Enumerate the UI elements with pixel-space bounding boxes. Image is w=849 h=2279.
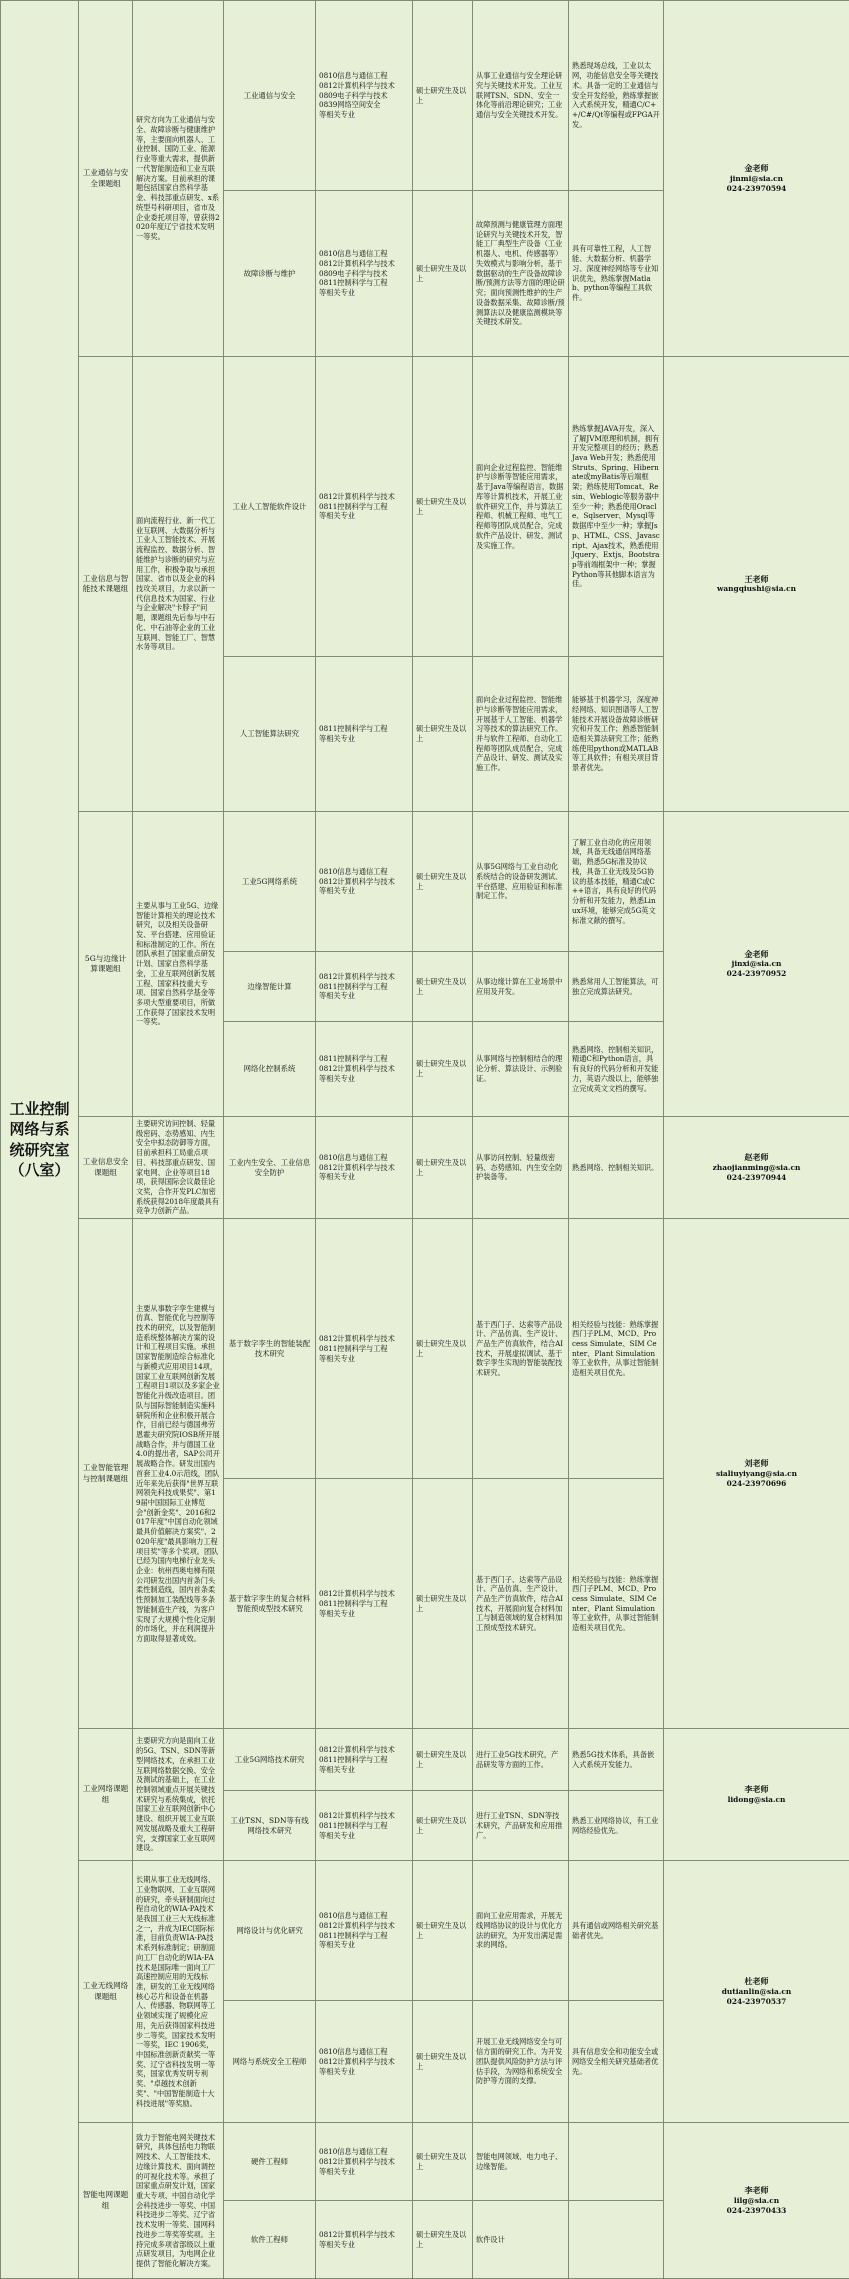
major-item: 等相关专业 — [319, 110, 409, 120]
position-degree: 硕士研究生及以上 — [413, 1729, 473, 1791]
major-item: 0811控制科学与工程 — [319, 1931, 409, 1941]
major-item: 0812计算机科学与技术 — [319, 1064, 409, 1074]
major-item: 0812计算机科学与技术 — [319, 1163, 409, 1173]
major-item: 0811控制科学与工程 — [319, 1054, 409, 1064]
major-item: 0811控制科学与工程 — [319, 1344, 409, 1354]
contact-phone: 024-23970952 — [667, 969, 846, 979]
major-item: 0812计算机科学与技术 — [319, 1745, 409, 1755]
contact-email[interactable]: jinmi@sia.cn — [667, 174, 846, 184]
position-skills: 熟悉现场总线，工业以太网，功能信息安全等关键技术。具备一定的工业通信与安全开发经验，熟练掌握嵌入式系统开发，精通C/C++/C#/Qt等编程或FPGA开发。 — [569, 1, 664, 191]
position-degree: 硕士研究生及以上 — [413, 1479, 473, 1729]
position-majors — [316, 1117, 413, 1219]
major-item: 等相关专业 — [319, 2067, 409, 2077]
major-item: 0811控制科学与工程 — [319, 1821, 409, 1831]
group-name: 工业智能管理与控制课题组 — [79, 1219, 133, 1729]
position-skills: 熟悉5G技术体系，具备嵌入式系统开发能力。 — [569, 1729, 664, 1791]
contact-email[interactable]: lidong@sia.cn — [667, 1795, 846, 1805]
group-description: 长期从事工业无线网络、工业物联网、工业互联网的研究，牵头研制面向过程自动化的WIA-PA技术是我国工业三大无线标准之一，并成为IEC国际标准，目前负责WIA-PA技术系列标准制定；研制面向工厂自动化的WIA-FA技术是国际唯一面向工厂高速控制应用的无线标准，研发的工业无线网络核心芯片和设备在机器人、传感器、物联网等工业领域实现了规模化应用，先后获得国家科技进步二等奖，国家技术发明一等奖，IEC 1906奖，中国标准创新贡献奖一等奖、辽宁省科技发明一等奖，国家优秀发明专利奖、"卓越技术创新奖"、"中国智能制造十大科技进展"等奖励。 — [133, 1861, 224, 2123]
position-skills — [569, 2123, 664, 2201]
major-item: 0811控制科学与工程 — [319, 1755, 409, 1765]
group-name: 工业信息安全课题组 — [79, 1117, 133, 1219]
position-majors — [316, 952, 413, 1022]
department-title: 工业控制网络与系统研究室（八室） — [1, 1, 79, 2279]
major-item: 0812计算机科学与技术 — [319, 2230, 409, 2240]
position-majors — [316, 1791, 413, 1861]
major-item: 等相关专业 — [319, 2240, 409, 2250]
position-requirements: 进行工业TSN、SDN等技术研究，产品研发和应用推广。 — [473, 1791, 569, 1861]
position-degree: 硕士研究生及以上 — [413, 191, 473, 357]
position-title: 边缘智能计算 — [224, 952, 316, 1022]
position-row — [1, 812, 849, 952]
group-name: 5G与边缘计算课题组 — [79, 812, 133, 1117]
contact-phone: 024-23970537 — [667, 1997, 846, 2007]
major-item: 0811控制科学与工程 — [319, 724, 409, 734]
position-majors — [316, 1479, 413, 1729]
position-requirements: 从事访问控制、轻量级密码、态势感知、内生安全防护装备等。 — [473, 1117, 569, 1219]
major-item: 等相关专业 — [319, 1609, 409, 1619]
position-skills: 熟悉网络、控制相关知识，精通C和Python语言，具有良好的代码分析和开发能力，英语六级以上，能够独立完成英文文档的撰写。 — [569, 1022, 664, 1117]
position-requirements: 智能电网领域、电力电子、边缘智能。 — [473, 2123, 569, 2201]
group-contact — [664, 1, 849, 357]
position-majors — [316, 1, 413, 191]
position-skills — [569, 2201, 664, 2279]
position-requirements: 面向企业过程监控、智能维护与诊断等智能应用需求，开展基于人工智能、机器学习等技术的算法研究工作。并与软件工程师、自动化工程师等团队成员配合，完成产品设计、研发、测试及实施工作。 — [473, 657, 569, 812]
position-majors — [316, 657, 413, 812]
major-item: 等相关专业 — [319, 1831, 409, 1841]
position-skills: 熟悉工业网络协议，有工业网络经验优先。 — [569, 1791, 664, 1861]
contact-name: 金老师 — [667, 949, 846, 960]
position-title: 人工智能算法研究 — [224, 657, 316, 812]
position-title: 网络化控制系统 — [224, 1022, 316, 1117]
position-degree: 硕士研究生及以上 — [413, 1219, 473, 1479]
major-item: 等相关专业 — [319, 288, 409, 298]
group-contact — [664, 1219, 849, 1729]
position-skills: 具有通信或网络相关研究基础者优先。 — [569, 1861, 664, 2001]
contact-email[interactable]: sialiuyiyang@sia.cn — [667, 1469, 846, 1479]
position-title: 网络设计与优化研究 — [224, 1861, 316, 2001]
contact-name: 李老师 — [667, 1784, 846, 1795]
group-description: 主要从事与工业5G、边缘智能计算相关的理论技术研究，以及相关设备研发、平台搭建、应用验证和标准制定的工作。所在团队承担了国家重点研发计划、国家自然科学基金，工业互联网创新发展工程、国家科技重大专项、国家自然科学基金等多项大型重要项目，所做工作获得了国家技术发明一等奖。 — [133, 812, 224, 1117]
position-skills: 相关经验与技能：熟练掌握西门子PLM、MCD、Process Simulate、SIM Center、Plant Simulation等工业软件，从事过智能制造相关项目优先。 — [569, 1479, 664, 1729]
contact-name: 刘老师 — [667, 1458, 846, 1469]
major-item: 等相关专业 — [319, 2167, 409, 2177]
position-degree: 硕士研究生及以上 — [413, 2201, 473, 2279]
major-item: 等相关专业 — [319, 734, 409, 744]
position-title: 故障诊断与维护 — [224, 191, 316, 357]
group-name: 工业通信与安全课题组 — [79, 1, 133, 357]
contact-name: 王老师 — [667, 574, 846, 585]
position-requirements: 软件设计 — [473, 2201, 569, 2279]
group-description: 主要从事数字孪生建模与仿真、智能优化与控制等技术的研究，以及智能制造系统整体解决方案的设计和工程项目实施。承担国家智能制造综合标准化与新模式应用项目14项，国家工业互联网创新发展工程项目1项以及多家企业智能化升级改造项目。团队与国际智能制造实施科研院所和企业积极开展合作，目前已经与德国弗劳恩霍夫研究院IOSB所开展战略合作，并与德国工业4.0的提出者，SAP公司开展战略合作。研发出国内首套工业4.0示范线，团队近年来先后获得"世界互联网领先科技成果奖"、第19届中国国际工业博览会"创新金奖"、2016和2017年度"中国自动化领域最具价值解决方案奖"、2020年度"最具影响力工程项目奖"等多个奖项。团队已经为国内电梯行业龙头企业：杭州西奥电梯有限公司研发出国内首条门头柔性制造线，国内首条柔性预制加工装配线等多条智能制造生产线，为客户实现了大规模个性化定制的市场化，并在利润提升方面取得显著成效。 — [133, 1219, 224, 1729]
major-item: 0811控制科学与工程 — [319, 502, 409, 512]
position-majors — [316, 2123, 413, 2201]
major-item: 0812计算机科学与技术 — [319, 1811, 409, 1821]
position-row — [1, 1219, 849, 1479]
position-title: 工业人工智能软件设计 — [224, 357, 316, 657]
position-degree: 硕士研究生及以上 — [413, 1117, 473, 1219]
contact-email[interactable]: jinxi@sia.cn — [667, 959, 846, 969]
major-item: 0810信息与通信工程 — [319, 71, 409, 81]
position-requirements: 从事工业通信与安全理论研究与关键技术开发。工业互联网TSN、SDN、安全一体化等前沿理论研究；工业通信与安全关键技术开发。 — [473, 1, 569, 191]
group-description: 面向流程行业、新一代工业互联网、大数据分析与工业人工智能技术、开展流程监控、数据分析、智能维护与诊断的研究与应用工作，积极争取与承担国家、省市以及企业的科技攻关项目，力求以新一代信息技术为国家、行业与企业解决"卡脖子"问题，课题组先后参与中石化、中石油等企业的工业互联网、智能工厂、智慧水务等项目。 — [133, 357, 224, 812]
position-skills: 熟悉网络、控制相关知识。 — [569, 1117, 664, 1219]
position-degree: 硕士研究生及以上 — [413, 2001, 473, 2123]
position-requirements: 进行工业5G技术研究，产品研发等方面的工作。 — [473, 1729, 569, 1791]
contact-email[interactable]: dutianlin@sia.cn — [667, 1987, 846, 1997]
position-degree: 硕士研究生及以上 — [413, 952, 473, 1022]
major-item: 0810信息与通信工程 — [319, 1153, 409, 1163]
major-item: 0810信息与通信工程 — [319, 249, 409, 259]
position-row — [1, 357, 849, 657]
group-description: 主要研究访问控制、轻量级密码、态势感知、内生安全中拟态防御等方面，目前承担科工局重点项目、科技部重点研发、国家电网、企业等项目18项，获得国际会议最佳论文奖，合作开发PLC加密系统获得2018年度最具有竞争力创新产品。 — [133, 1117, 224, 1219]
group-description: 研究方向为工业通信与安全、故障诊断与健康维护等，主要面向机器人、工业控制、国防工业、能源行业等重大需求，提供新一代智能制造和工业互联解决方案。目前承担的课题包括国家自然科学基金、科技部重点研发、x系统型号科研项目，省市及企业委托项目等，曾获得2020年度辽宁省技术发明一等奖。 — [133, 1, 224, 357]
group-name: 工业无线网络课题组 — [79, 1861, 133, 2123]
position-requirements: 基于西门子、达索等产品设计、产品仿真、生产设计、产品生产仿真软件，结合AI技术，开展虚拟调试、基于数字孪生实现的智能装配技术研究。 — [473, 1219, 569, 1479]
position-degree: 硕士研究生及以上 — [413, 657, 473, 812]
position-title: 软件工程师 — [224, 2201, 316, 2279]
major-item: 0811控制科学与工程 — [319, 1599, 409, 1609]
position-row — [1, 1861, 849, 2001]
group-contact — [664, 357, 849, 812]
major-item: 0811控制科学与工程 — [319, 278, 409, 288]
major-item: 等相关专业 — [319, 991, 409, 1001]
major-item: 0812计算机科学与技术 — [319, 492, 409, 502]
major-item: 等相关专业 — [319, 1074, 409, 1084]
contact-name: 赵老师 — [667, 1152, 846, 1163]
major-item: 0812计算机科学与技术 — [319, 81, 409, 91]
group-name: 工业信息与智能技术课题组 — [79, 357, 133, 812]
position-title: 基于数字孪生的智能装配技术研究 — [224, 1219, 316, 1479]
major-item: 0812计算机科学与技术 — [319, 259, 409, 269]
position-skills: 具有可靠性工程，人工智能、大数据分析、机器学习、深度神经网络等专业知识优先，熟练掌握Matlab、python等编程工具软件。 — [569, 191, 664, 357]
position-degree: 硕士研究生及以上 — [413, 1022, 473, 1117]
position-requirements: 故障预测与健康管理方面理论研究与关键技术开发，智能工厂典型生产设备（工业机器人、电机、传感器等）失效模式与影响分析，基于数据驱动的生产设备故障诊断/预测方法等方面的理论研究；面向预测性维护的生产设备数据采集、故障诊断/预测算法以及健康监测模块等关键技术研发。 — [473, 191, 569, 357]
major-item: 等相关专业 — [319, 1765, 409, 1775]
position-majors — [316, 1219, 413, 1479]
contact-email[interactable]: lilg@sia.cn — [667, 2196, 846, 2206]
contact-phone: 024-23970944 — [667, 1173, 846, 1183]
major-item: 0812计算机科学与技术 — [319, 972, 409, 982]
contact-name: 李老师 — [667, 2185, 846, 2196]
group-contact — [664, 812, 849, 1117]
position-title: 工业内生安全、工业信息安全防护 — [224, 1117, 316, 1219]
position-degree: 硕士研究生及以上 — [413, 812, 473, 952]
position-row — [1, 1, 849, 191]
major-item: 0810信息与通信工程 — [319, 1911, 409, 1921]
position-title: 基于数字孪生的复合材料智能预成型技术研究 — [224, 1479, 316, 1729]
position-majors — [316, 2201, 413, 2279]
position-title: 工业5G网络技术研究 — [224, 1729, 316, 1791]
position-skills: 熟练掌握JAVA开发，深入了解JVM原理和机制，拥有开发完整项目的经历；熟悉Java Web开发；熟悉使用Struts、Spring、Hibernate或myBatis等后端框架；熟练使用Tomcat、Resin、Weblogic等服务器中至少一种；熟悉使用Oracle、Sqlserver、Mysql等数据库中至少一种；掌握Jsp、HTML、CSS、Javascript、Ajax技术，熟悉使用Jquery、Extjs、Bootstrap等前端框架中一种；掌握Python等其他脚本语言为佳。 — [569, 357, 664, 657]
position-requirements: 从事网络与控制相结合的理论分析、算法设计、示例验证。 — [473, 1022, 569, 1117]
group-contact — [664, 1729, 849, 1861]
position-title: 硬件工程师 — [224, 2123, 316, 2201]
contact-name: 杜老师 — [667, 1976, 846, 1987]
position-degree: 硕士研究生及以上 — [413, 1, 473, 191]
position-requirements: 从事边缘计算在工业场景中应用及开发。 — [473, 952, 569, 1022]
position-majors — [316, 812, 413, 952]
position-degree: 硕士研究生及以上 — [413, 357, 473, 657]
group-name: 智能电网课题组 — [79, 2123, 133, 2279]
group-description: 致力于智能电网关键技术研究，具体包括电力物联网技术、人工智能技术、边缘计算技术、面向调控的可视化技术等。承担了国家重点研发计划，国家重大专项、中国自动化学会科技进步一等奖、中国科技进步二等奖、辽宁省技术发明一等奖、国网科技进步二等奖等奖项。主持完成多项省部级以上重点研发项目，为电网企业提供了智能化解决方案。 — [133, 2123, 224, 2279]
major-item: 0809电子科学与技术 — [319, 91, 409, 101]
group-contact — [664, 1861, 849, 2123]
position-skills: 能够基于机器学习，深度神经网络、知识图谱等人工智能技术开展设备故障诊断研究和开发工作；熟悉智能制造相关算法研究工作；能熟练使用python或MATLAB等工具软件；有相关项目背景者优先。 — [569, 657, 664, 812]
position-degree: 硕士研究生及以上 — [413, 2123, 473, 2201]
major-item: 0812计算机科学与技术 — [319, 877, 409, 887]
major-item: 0810信息与通信工程 — [319, 2047, 409, 2057]
position-skills: 相关经验与技能：熟练掌握西门子PLM、MCD、Process Simulate、SIM Center、Plant Simulation等工业软件，从事过智能制造相关项目优先。 — [569, 1219, 664, 1479]
position-row — [1, 2123, 849, 2201]
group-description: 主要研究方向是面向工业的5G、TSN、SDN等新型网络技术，在承担工业互联网络数据交换、安全及测试的基础上，在工业控制领域重点开展关键技术研究与系统集成，依托国家工业互联网创新中心建设、组织开展工业互联网发展战略及重大工程研究，支撑国家工业互联网建设。 — [133, 1729, 224, 1861]
major-item: 0811控制科学与工程 — [319, 982, 409, 992]
position-title: 工业TSN、SDN等有线网络技术研究 — [224, 1791, 316, 1861]
major-item: 等相关专业 — [319, 511, 409, 521]
major-item: 等相关专业 — [319, 886, 409, 896]
position-requirements: 基于西门子、达索等产品设计、产品仿真、生产设计、产品生产仿真软件，结合AI技术，开展面向复合材料加工与制造领域的复合材料加工预成型技术研究。 — [473, 1479, 569, 1729]
position-title: 网络与系统安全工程师 — [224, 2001, 316, 2123]
position-majors — [316, 1022, 413, 1117]
major-item: 0812计算机科学与技术 — [319, 1334, 409, 1344]
group-contact — [664, 1117, 849, 1219]
contact-email[interactable]: wangqiushi@sia.cn — [667, 584, 846, 594]
position-majors — [316, 2001, 413, 2123]
major-item: 0809电子科学与技术 — [319, 269, 409, 279]
position-requirements: 开展工业无线网络安全与可信方面的研究工作。为开发团队提供风险防护方法与评估手段，为网络和系统安全防护等方面的支撑。 — [473, 2001, 569, 2123]
position-requirements: 面向企业过程监控、智能维护与诊断等智能应用需求，基于Java等编程语言，数据库等计算机技术，开展工业软件研究工作，并与算法工程师、机械工程师、电气工程师等团队成员配合，完成软件产品设计、研发、测试及实施工作。 — [473, 357, 569, 657]
major-item: 0812计算机科学与技术 — [319, 2057, 409, 2067]
major-item: 0812计算机科学与技术 — [319, 2157, 409, 2167]
contact-phone: 024-23970696 — [667, 1479, 846, 1489]
major-item: 等相关专业 — [319, 1172, 409, 1182]
position-majors — [316, 191, 413, 357]
major-item: 0810信息与通信工程 — [319, 867, 409, 877]
position-row — [1, 1729, 849, 1791]
position-skills: 熟悉常用人工智能算法，可独立完成算法研究。 — [569, 952, 664, 1022]
position-row — [1, 1117, 849, 1219]
contact-email[interactable]: zhaojianming@sia.cn — [667, 1163, 846, 1173]
contact-phone: 024-23970594 — [667, 184, 846, 194]
major-item: 等相关专业 — [319, 1354, 409, 1364]
group-contact — [664, 2123, 849, 2279]
position-title: 工业通信与安全 — [224, 1, 316, 191]
group-name: 工业网络课题组 — [79, 1729, 133, 1861]
position-majors — [316, 1861, 413, 2001]
position-requirements: 从事5G网络与工业自动化系统结合的设备研发测试、平台搭建、应用验证和标准制定工作。 — [473, 812, 569, 952]
major-item: 0812计算机科学与技术 — [319, 1921, 409, 1931]
contact-phone: 024-23970433 — [667, 2206, 846, 2216]
position-requirements: 面向工业应用需求，开展无线网络协议的设计与优化方法的研究，为开发出满足需求的网络。 — [473, 1861, 569, 2001]
position-majors — [316, 357, 413, 657]
major-item: 0839网络空间安全 — [319, 100, 409, 110]
position-skills: 具有信息安全和功能安全或网络安全相关研究基础者优先。 — [569, 2001, 664, 2123]
major-item: 0812计算机科学与技术 — [319, 1589, 409, 1599]
position-skills: 了解工业自动化的应用领域，具备无线通信网络基础，熟悉5G标准及协议栈，具备工业无线及5G协议的基本技能，精通C或C++语言，具有良好的代码分析和开发能力，熟悉Linux环境，能够完成5G英文标准文献的撰写。 — [569, 812, 664, 952]
position-degree: 硕士研究生及以上 — [413, 1791, 473, 1861]
major-item: 0810信息与通信工程 — [319, 2147, 409, 2157]
contact-name: 金老师 — [667, 163, 846, 174]
position-majors — [316, 1729, 413, 1791]
position-title: 工业5G网络系统 — [224, 812, 316, 952]
major-item: 等相关专业 — [319, 1940, 409, 1950]
position-degree: 硕士研究生及以上 — [413, 1861, 473, 2001]
